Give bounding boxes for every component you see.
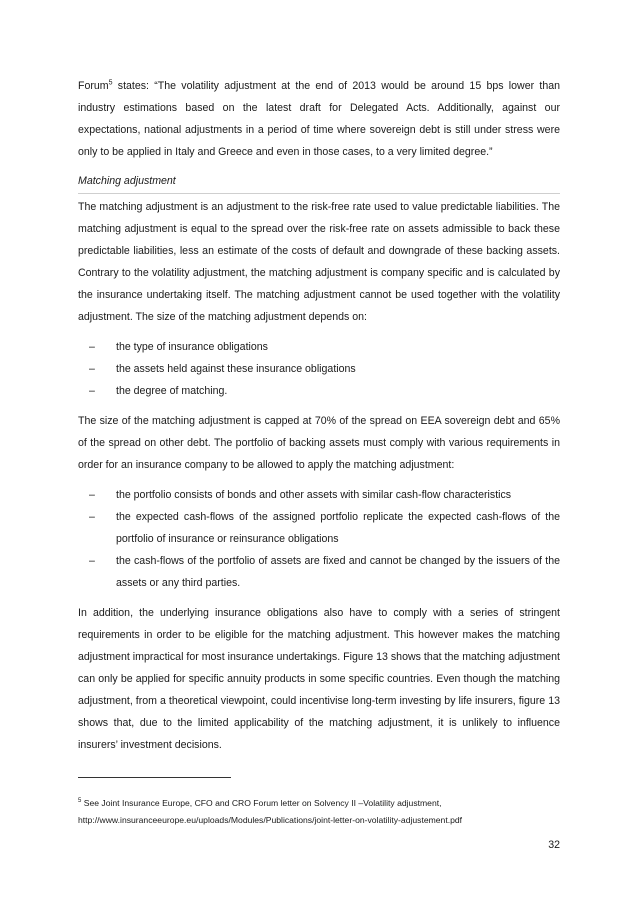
footnote-divider (78, 777, 231, 778)
list-item-text: the assets held against these insurance obligations (116, 363, 356, 375)
list-size-factors (78, 336, 560, 402)
list-item (78, 380, 560, 402)
list-item (78, 336, 560, 358)
list-marker: – (89, 341, 95, 353)
list-item-text: the expected cash-flows of the assigned portfolio replicate the expected cash-flows of the portfolio of insurance or reinsurance obligations (116, 511, 560, 545)
body-text (78, 75, 560, 764)
page-number: 32 (548, 839, 560, 851)
list-marker: – (89, 555, 95, 567)
section-heading: Matching adjustment (78, 171, 560, 194)
paragraph-quote-text: states: “The volatility adjustment at the end of 2013 would be around 15 bps lower than industry estimations based on the latest draft for Delegated Acts. Additionally, against our expectations, national adjustments in a period of time where sovereign debt is still under stress were only to be applied in Italy and Greece and even in those cases, to a very limited degree.” (78, 80, 560, 158)
footnote-reference[interactable]: 5 (108, 79, 113, 87)
paragraph-definition: The matching adjustment is an adjustment to the risk-free rate used to value predictable liabilities. The matching adjustment is equal to the spread over the risk-free rate on assets admissible to back these predictable liabilities, less an estimate of the costs of default and downgrade of these backing assets. Contrary to the volatility adjustment, the matching adjustment is company specific and is calculated by the insurance undertaking itself. The matching adjustment cannot be used together with the volatility adjustment. The size of the matching adjustment depends on: (78, 201, 560, 323)
list-item (78, 550, 560, 594)
list-item-text: the type of insurance obligations (116, 341, 268, 353)
footnote-number: 5 (78, 798, 82, 805)
footnote-link[interactable]: http://www.insuranceeurope.eu/uploads/Modules/Publications/joint-letter-on-volatility-adjustement.pdf (78, 815, 463, 825)
list-item-text: the degree of matching. (116, 385, 228, 397)
list-portfolio-requirements (78, 484, 560, 594)
list-item (78, 506, 560, 550)
footnote-text: See Joint Insurance Europe, CFO and CRO Forum letter on Solvency II –Volatility adjustment, (81, 798, 442, 808)
list-item-text: the portfolio consists of bonds and other assets with similar cash-flow characteristics (116, 489, 512, 501)
footnote (78, 795, 560, 829)
list-item (78, 358, 560, 380)
list-item-text: the cash-flows of the portfolio of assets are fixed and cannot be changed by the issuers of the assets or any third parties. (116, 555, 560, 589)
list-marker: – (89, 511, 95, 523)
paragraph-cap: The size of the matching adjustment is capped at 70% of the spread on EEA sovereign debt and 65% of the spread on other debt. The portfolio of backing assets must comply with various requirements in order for an insurance company to be allowed to apply the matching adjustment: (78, 415, 560, 471)
list-marker: – (89, 363, 95, 375)
paragraph-quote-prefix: Forum (78, 80, 109, 92)
paragraph-conclusion: In addition, the underlying insurance obligations also have to comply with a series of stringent requirements in order to be eligible for the matching adjustment. This however makes the matching adjustment impractical for most insurance undertakings. Figure 13 shows that the matching adjustment can only be applied for specific annuity products in some specific countries. Even though the matching adjustment, from a theoretical viewpoint, could incentivise long-term investing by life insurers, figure 13 shows that, due to the limited applicability of the matching adjustment, it is unlikely to influence insurers’ investment decisions. (78, 607, 560, 751)
list-item (78, 484, 560, 506)
list-marker: – (89, 489, 95, 501)
footnote-line (78, 795, 560, 812)
paragraph-quote (78, 75, 560, 163)
list-marker: – (89, 385, 95, 397)
